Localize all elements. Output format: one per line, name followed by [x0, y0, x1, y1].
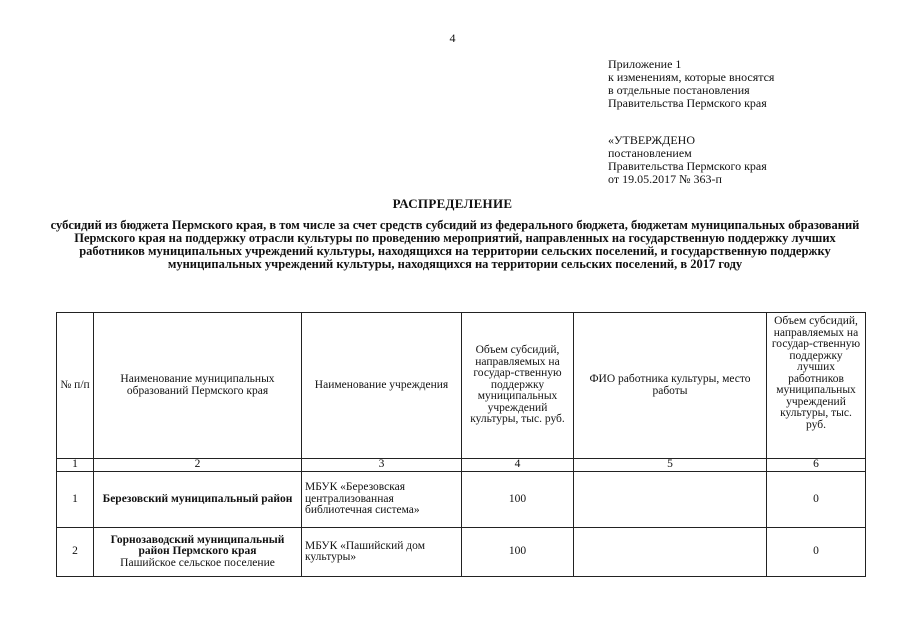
appendix-line: в отдельные постановления	[608, 83, 750, 97]
subsidy-workers-value: 0	[767, 472, 866, 528]
row-number: 2	[57, 528, 94, 577]
column-number: 3	[302, 459, 462, 472]
document-subtitle: субсидий из бюджета Пермского края, в том числе за счет средств субсидий из федерального бюджета, бюджетам муниципальных образований Пермского края на поддержку отрасли культуры по проведению мероприятий, направленных на государственную поддержку лучших работников муниципальных учреждений культуры, находящихся на территории сельских поселений, и государственную поддержку муниципальных учреждений культуры, находящихся на территории сельских поселений, в 2017 году	[50, 218, 860, 271]
municipality-cell	[94, 528, 302, 577]
column-number-row	[57, 459, 866, 472]
column-number: 2	[94, 459, 302, 472]
approval-block	[608, 134, 767, 186]
worker-name	[574, 472, 767, 528]
subsidy-institutions-value: 100	[462, 472, 574, 528]
distribution-table	[56, 312, 866, 577]
subsidy-workers-value: 0	[767, 528, 866, 577]
column-number: 6	[767, 459, 866, 472]
row-number: 1	[57, 472, 94, 528]
column-number: 5	[574, 459, 767, 472]
institution-name: МБУК «Пашийский дом культуры»	[302, 528, 462, 577]
settlement-name: Пашийское сельское поселение	[120, 556, 275, 569]
header-institution: Наименование учреждения	[302, 313, 462, 459]
appendix-block	[608, 58, 774, 110]
approval-line: «УТВЕРЖДЕНО	[608, 133, 696, 147]
document-title: РАСПРЕДЕЛЕНИЕ	[392, 196, 513, 211]
header-subsidy-institutions: Объем субсидий, направляемых на государ-ственную поддержку муниципальных учреждений культуры, тыс. руб.	[462, 313, 574, 459]
appendix-line: Правительства Пермского края	[608, 96, 767, 110]
approval-line: от 19.05.2017 № 363-п	[608, 172, 722, 186]
worker-name	[574, 528, 767, 577]
table-header-row	[57, 313, 866, 459]
header-worker: ФИО работника культуры, место работы	[574, 313, 767, 459]
subsidy-institutions-value: 100	[462, 528, 574, 577]
column-number: 1	[57, 459, 94, 472]
header-municipality: Наименование муниципальных образований Пермского края	[94, 313, 302, 459]
appendix-line: Приложение 1	[608, 57, 682, 71]
municipality-name: Горнозаводский муниципальный район Пермского края	[110, 533, 285, 558]
appendix-line: к изменениям, которые вносятся	[608, 70, 775, 84]
approval-line: постановлением	[608, 146, 692, 160]
municipality-name: Березовский муниципальный район	[94, 472, 302, 528]
table-row	[57, 472, 866, 528]
header-number: № п/п	[57, 313, 94, 459]
table-row	[57, 528, 866, 577]
approval-line: Правительства Пермского края	[608, 159, 767, 173]
institution-name: МБУК «Березовская централизованная библиотечная система»	[302, 472, 462, 528]
header-subsidy-workers: Объем субсидий, направляемых на государ-ственную поддержку лучших работников муниципальных учреждений культуры, тыс. руб.	[767, 313, 866, 459]
column-number: 4	[462, 459, 574, 472]
page-number: 4	[449, 31, 456, 45]
